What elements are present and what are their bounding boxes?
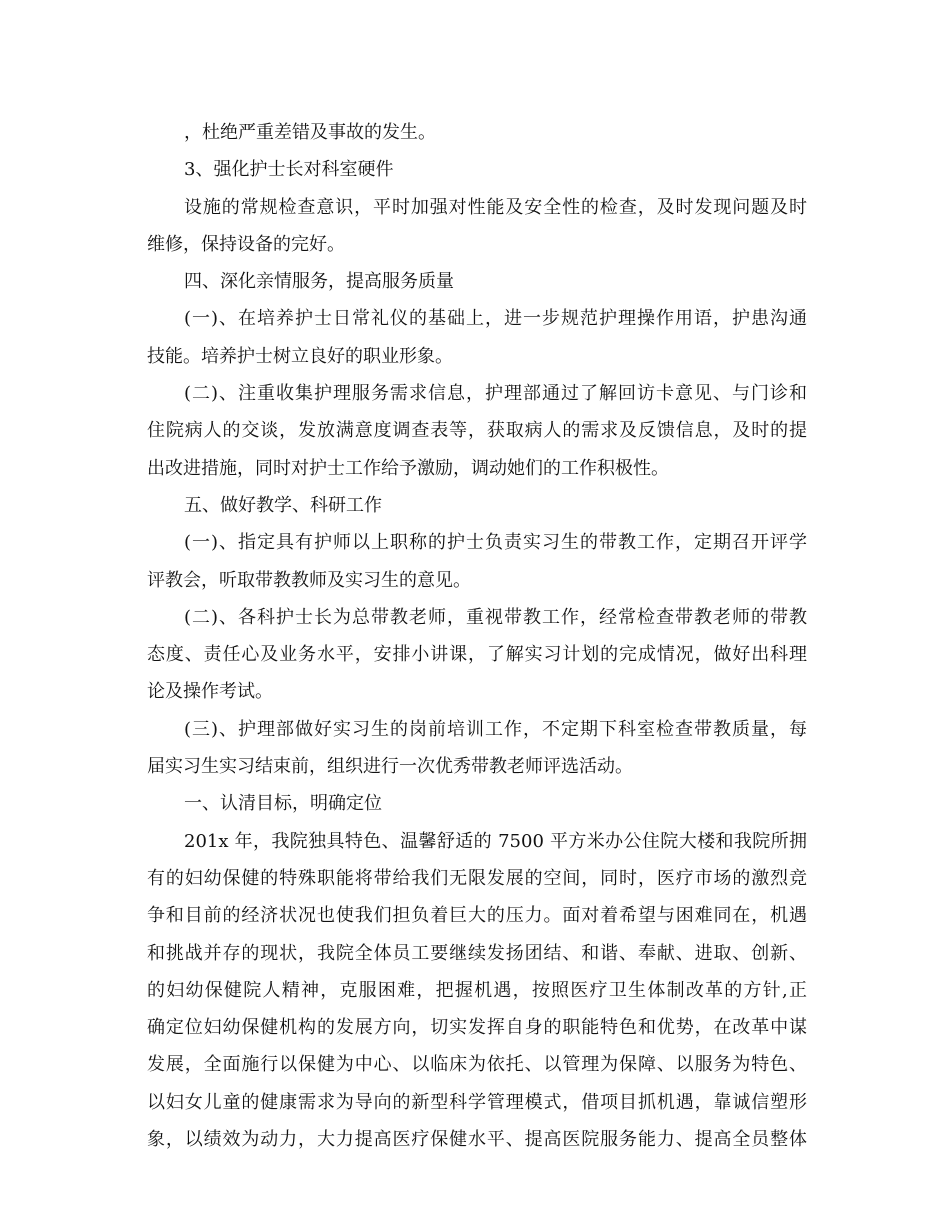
- text-line: 五、做好教学、科研工作: [184, 494, 382, 516]
- text-line: 的妇幼保健院人精神，克服困难，把握机遇，按照医疗卫生体制改革的方针,正: [147, 979, 807, 1001]
- text-line: 一、认清目标，明确定位: [184, 793, 382, 815]
- text-line: 确定位妇幼保健机构的发展方向，切实发挥自身的职能特色和优势，在改革中谋: [147, 1017, 807, 1039]
- text-line: (三)、护理部做好实习生的岗前培训工作，不定期下科室检查带教质量，每: [184, 718, 807, 740]
- text-line: 象，以绩效为动力，大力提高医疗保健水平、提高医院服务能力、提高全员整体: [147, 1129, 807, 1151]
- text-line: 出改进措施，同时对护士工作给予激励，调动她们的工作积极性。: [147, 457, 669, 479]
- text-line: (一)、指定具有护师以上职称的护士负责实习生的带教工作，定期召开评学: [184, 532, 807, 554]
- text-line: 维修，保持设备的完好。: [147, 233, 345, 255]
- text-line: 3、强化护士长对科室硬件: [184, 159, 394, 181]
- text-line: 住院病人的交谈，发放满意度调查表等，获取病人的需求及反馈信息，及时的提: [147, 420, 807, 442]
- text-line: (一)、在培养护士日常礼仪的基础上，进一步规范护理操作用语，护患沟通: [184, 308, 807, 330]
- text-line: 有的妇幼保健的特殊职能将带给我们无限发展的空间，同时，医疗市场的激烈竞: [147, 867, 807, 889]
- text-line: 争和目前的经济状况也使我们担负着巨大的压力。面对着希望与困难同在，机遇: [147, 905, 807, 927]
- text-line: 发展，全面施行以保健为中心、以临床为依托、以管理为保障、以服务为特色、: [147, 1054, 807, 1076]
- text-line: (二)、各科护士长为总带教老师，重视带教工作，经常检查带教老师的带教: [184, 606, 807, 628]
- text-line: 201x 年，我院独具特色、温馨舒适的 7500 平方米办公住院大楼和我院所拥: [184, 830, 807, 852]
- text-line: 设施的常规检查意识，平时加强对性能及安全性的检查，及时发现问题及时: [184, 196, 807, 218]
- text-line: 技能。培养护士树立良好的职业形象。: [147, 345, 453, 367]
- text-line: 四、深化亲情服务，提高服务质量: [184, 271, 454, 293]
- text-line: ，杜绝严重差错及事故的发生。: [184, 122, 436, 143]
- text-line: 以妇女儿童的健康需求为导向的新型科学管理模式，借项目抓机遇，靠诚信塑形: [147, 1091, 807, 1113]
- text-line: 评教会，听取带教教师及实习生的意见。: [147, 569, 471, 591]
- text-line: 态度、责任心及业务水平，安排小讲课，了解实习计划的完成情况，做好出科理: [147, 644, 807, 666]
- text-line: 和挑战并存的现状，我院全体员工要继续发扬团结、和谐、奉献、进取、创新、: [147, 942, 807, 964]
- text-line: 论及操作考试。: [147, 681, 273, 703]
- document-body: [147, 114, 807, 1158]
- text-line: 届实习生实习结束前，组织进行一次优秀带教老师评选活动。: [147, 756, 633, 778]
- text-line: (二)、注重收集护理服务需求信息，护理部通过了解回访卡意见、与门诊和: [184, 383, 807, 405]
